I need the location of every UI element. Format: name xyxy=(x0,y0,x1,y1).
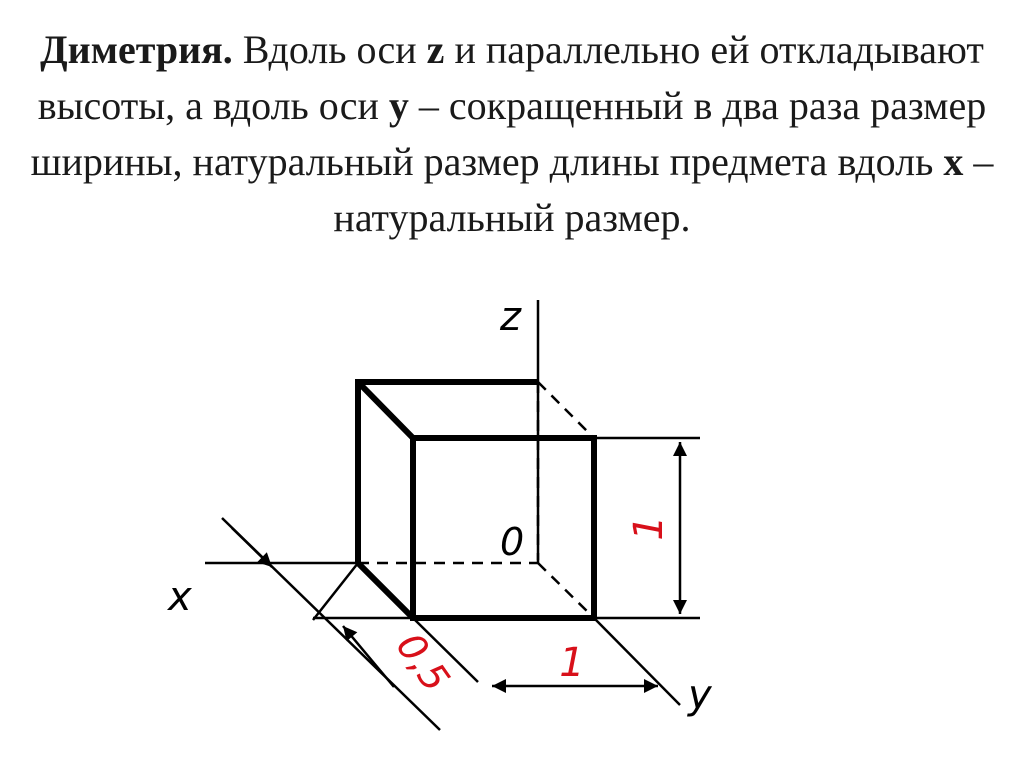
dim-arrow-upper xyxy=(232,528,272,567)
dimension-label-height: 1 xyxy=(626,515,672,541)
hidden-edge-bottom-back xyxy=(538,563,594,618)
dimension-label-length: 1 xyxy=(559,640,585,686)
text-part-1: Вдоль оси xyxy=(232,27,427,72)
term-dimetry: Диметрия. xyxy=(40,27,233,72)
text-part-2: и параллельно ей откладывают высоты, а вдоль оси xyxy=(37,27,984,128)
axis-label-x: x xyxy=(168,574,192,620)
text-part-4: – натуральный размер. xyxy=(333,139,994,240)
axis-x-ref: x xyxy=(943,139,964,184)
axis-y-ref: y xyxy=(388,83,409,128)
hidden-edge-top-back xyxy=(538,382,594,438)
cube-top-left-edge xyxy=(358,382,413,438)
axis-label-z: z xyxy=(500,294,521,340)
cube-bottom-left-edge xyxy=(358,563,413,618)
dim-arrow-lower xyxy=(343,626,394,687)
y-axis xyxy=(594,618,680,705)
axis-label-y: y xyxy=(688,672,712,718)
axis-z-ref: z xyxy=(426,27,445,72)
origin-label: 0 xyxy=(500,520,525,564)
dimension-label-width: 0,5 xyxy=(387,624,459,700)
text-part-3: – сокращенный в два раза размер ширины, натуральный размер длины предмета вдоль xyxy=(30,83,987,184)
